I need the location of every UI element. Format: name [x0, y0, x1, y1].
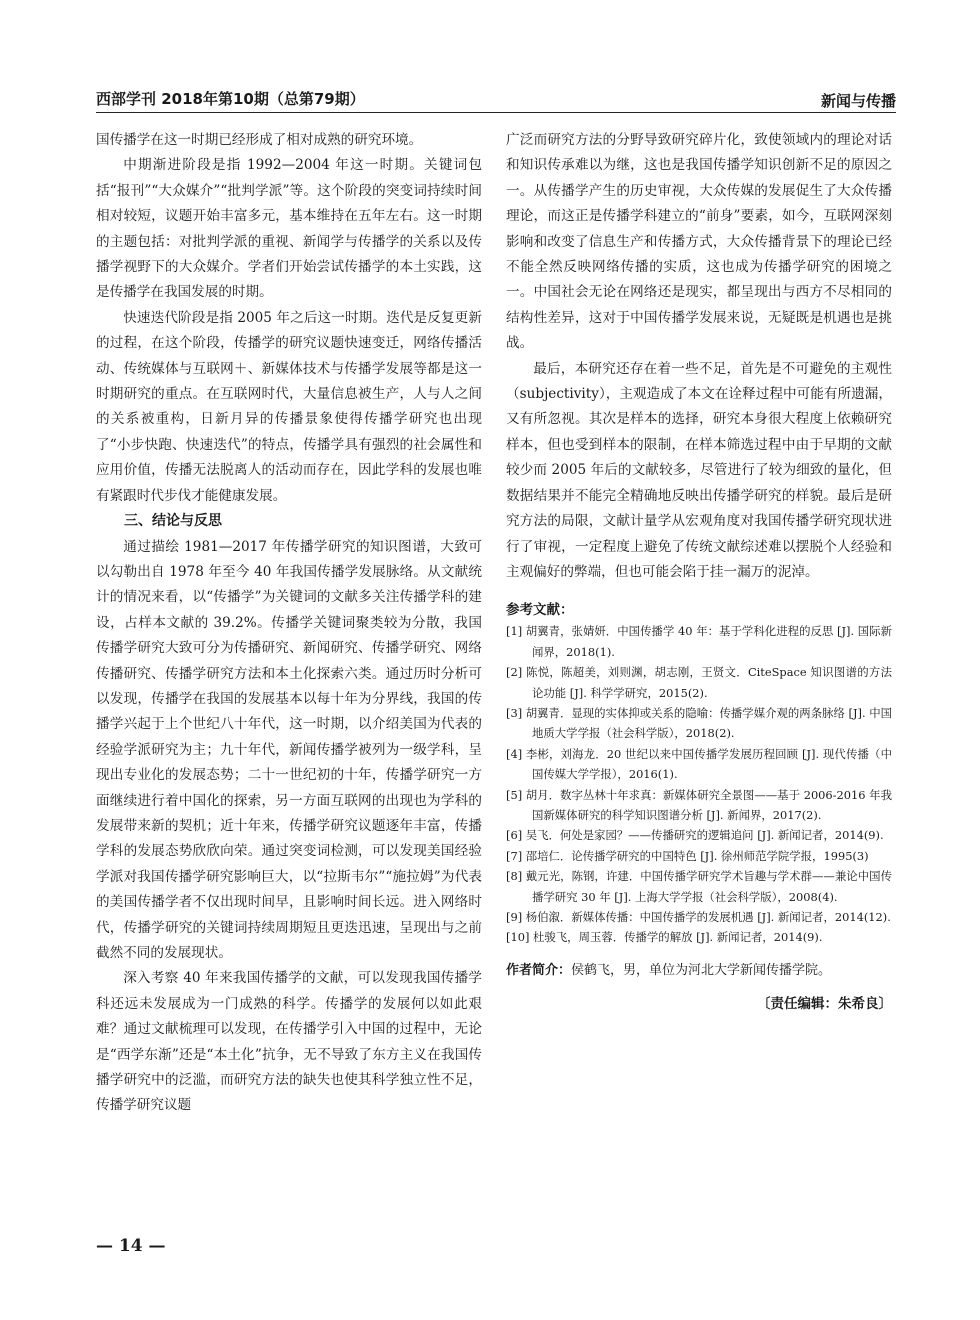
author-label: 作者简介：: [506, 962, 572, 978]
reference-item: [4] 李彬，刘海龙．20 世纪以来中国传播学发展历程回顾 [J]. 现代传播（中国传媒大学学报），2016(1).: [506, 746, 892, 782]
paragraph: 最后，本研究还存在着一些不足，首先是不可避免的主观性（subjectivity），主观造成了本文在诠释过程中可能有所遗漏，又有所忽视。其次是样本的选择，研究本身很大程度上依赖研究样本，但也受到样本的限制，在样本筛选过程中由于早期的文献较少而 2005 年后的文献较多，尽管进行了较为细致的量化，但数据结果并不能完全精确地反映出传播学研究的样貌。最后是研究方法的局限，文献计量学从宏观角度对我国传播学研究现状进行了审视，一定程度上避免了传统文献综述难以摆脱个人经验和主观偏好的弊端，但也可能会陷于挂一漏万的泥淖。: [506, 360, 892, 580]
running-header: [96, 86, 896, 112]
paragraph: 广泛而研究方法的分野导致研究碎片化，致使领域内的理论对话和知识传承难以为继，这也是我国传播学知识创新不足的原因之一。从传播学产生的历史审视，大众传媒的发展促生了大众传播理论，而这正是传播学科建立的“前身”要素，如今，互联网深刻影响和改变了信息生产和传播方式，大众传播背景下的理论已经不能全然反映网络传播的实质，这也成为传播学研究的困境之一。中国社会无论在网络还是现实，都呈现出与西方不尽相同的结构性差异，这对于中国传播学发展来说，无疑既是机遇也是挑战。: [506, 132, 892, 352]
paragraph: 国传播学在这一时期已经形成了相对成熟的研究环境。: [96, 132, 423, 148]
reference-item: [5] 胡月．数字丛林十年求真：新媒体研究全景图——基于 2006-2016 年我国新媒体研究的科学知识图谱分析 [J]. 新闻界，2017(2).: [506, 787, 892, 822]
left-column: [96, 128, 482, 1119]
header-rule: [96, 112, 896, 113]
reference-item: [8] 戴元光，陈钢，许建．中国传播学研究学术旨趣与学术群——兼论中国传播学研究 30 年 [J]. 上海大学学报（社会科学版），2008(4).: [506, 869, 892, 904]
page-number: — 14 —: [96, 1236, 166, 1256]
journal-issue: 西部学刊 2018年第10期（总第79期）: [96, 90, 365, 108]
reference-item: [3] 胡翼青．显现的实体抑或关系的隐喻：传播学媒介观的两条脉络 [J]. 中国地质大学学报（社会科学版），2018(2).: [506, 705, 892, 741]
author-text: 侯鹤飞，男，单位为河北大学新闻传播学院。: [571, 962, 832, 978]
reference-item: [7] 邵培仁．论传播学研究的中国特色 [J]. 徐州师范学院学报，1995(3): [506, 848, 869, 863]
author-bio: [506, 960, 892, 982]
section-name: 新闻与传播: [820, 92, 896, 110]
paragraph: 通过描绘 1981—2017 年传播学研究的知识图谱，大致可以勾勒出自 1978 年至今 40 年我国传播学发展脉络。从文献统计的情况来看，以“传播学”为关键词的文献多关注传播学科的建设，占样本文献的 39.2%。传播学关键词聚类较为分散，我国传播学研究大致可分为传播研究、新闻研究、传播学研究、网络传播研究、传播学研究方法和本土化探索六类。通过历时分析可以发现，传播学在我国的发展基本以每十年为分界线，我国的传播学兴起于上个世纪八十年代，这一时期，以介绍美国为代表的经验学派研究为主；九十年代，新闻传播学被列为一级学科，呈现出专业化的发展态势；二十一世纪初的十年，传播学研究一方面继续进行着中国化的探索，另一方面互联网的出现也为学科的发展带来新的契机；近十年来，传播学研究议题逐年丰富，传播学科的发展态势欣欣向荣。通过突变词检测，可以发现美国经验学派对我国传播学研究影响巨大，以“拉斯韦尔”“施拉姆”为代表的美国传播学者不仅出现时间早，且影响时间长远。进入网络时代，传播学研究的关键词持续周期短且更迭迅速，呈现出与之前截然不同的发展现状。: [96, 538, 482, 961]
paragraph: 快速迭代阶段是指 2005 年之后这一时期。迭代是反复更新的过程，在这个阶段，传播学的研究议题快速变迁，网络传播活动、传统媒体与互联网＋、新媒体技术与传播学发展等都是这一时期研究的重点。在互联网时代，大量信息被生产，人与人之间的关系被重构，日新月异的传播景象使得传播学研究也出现了“小步快跑、快速迭代”的特点，传播学具有强烈的社会属性和应用价值，传播无法脱离人的活动而存在，因此学科的发展也唯有紧跟时代步伐才能健康发展。: [96, 309, 482, 504]
reference-item: [1] 胡翼青，张婧妍．中国传播学 40 年：基于学科化进程的反思 [J]. 国际新闻界，2018(1).: [506, 624, 892, 659]
reference-item: [6] 吴飞．何处是家园？——传播研究的逻辑追问 [J]. 新闻记者，2014(9).: [506, 828, 884, 843]
responsible-editor: 〔责任编辑：朱希良〕: [757, 995, 892, 1012]
references-title: 参考文献：: [506, 602, 574, 619]
references-list: [506, 621, 892, 948]
reference-item: [2] 陈悦，陈超美，刘则渊，胡志刚，王贤文．CiteSpace 知识图谱的方法论功能 [J]. 科学学研究，2015(2).: [506, 665, 892, 700]
reference-item: [10] 杜骏飞，周玉蓉．传播学的解放 [J]. 新闻记者，2014(9).: [506, 930, 823, 945]
right-column: [506, 128, 892, 1017]
paragraph: 中期渐进阶段是指 1992—2004 年这一时期。关键词包括“报刊”“大众媒介”“批判学派”等。这个阶段的突变词持续时间相对较短，议题开始丰富多元，基本维持在五年左右。这一时期的主题包括：对批判学派的重视、新闻学与传播学的关系以及传播学视野下的大众媒介。学者们开始尝试传播学的本土实践，这是传播学在我国发展的时期。: [96, 157, 482, 301]
reference-item: [9] 杨伯溆．新媒体传播：中国传播学的发展机遇 [J]. 新闻记者，2014(12).: [506, 910, 891, 924]
section-heading: 三、结论与反思: [124, 513, 222, 530]
paragraph: 深入考察 40 年来我国传播学的文献，可以发现我国传播学科还远未发展成为一门成熟的科学。传播学的发展何以如此艰难？通过文献梳理可以发现，在传播学引入中国的过程中，无论是“西学东渐”还是“本土化”抗争，无不导致了东方主义在我国传播学研究中的泛滥，而研究方法的缺失也使其科学独立性不足，传播学研究议题: [96, 970, 482, 1114]
